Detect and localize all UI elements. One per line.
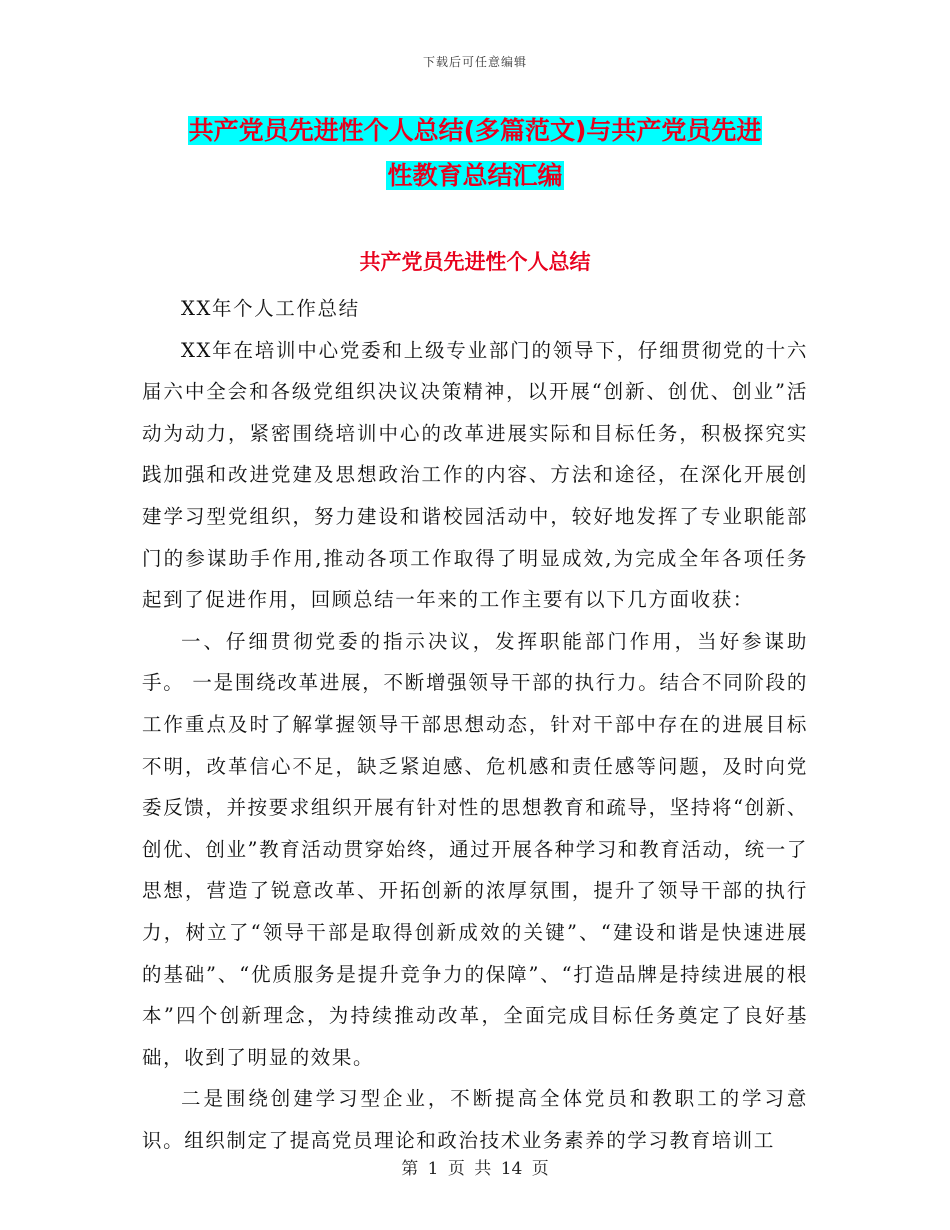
document-body [142, 288, 808, 1161]
document-title-line-2: 性教育总结汇编 [387, 161, 563, 190]
paragraph: XX年个人工作总结 [181, 297, 360, 320]
page-number-footer: 第 1 页 共 14 页 [401, 1159, 549, 1179]
section-title: 共产党员先进性个人总结 [359, 250, 591, 274]
paragraph: 二是围绕创建学习型企业，不断提高全体党员和教职工的学习意识。组织制定了提高党员理论和政治技术业务素养的学习教育培训工 [142, 1087, 808, 1152]
paragraph: 一、仔细贯彻党委的指示决议，发挥职能部门作用，当好参谋助手。 一是围绕改革进展，不断增强领导干部的执行力。结合不同阶段的工作重点及时了解掌握领导干部思想动态，针对干部中存在的进展目标不明，改革信心不足，缺乏紧迫感、危机感和责任感等问题，及时向党委反馈，并按要求组织开展有针对性的思想教育和疏导，坚持将“创新、创优、创业”教育活动贯穿始终，通过开展各种学习和教育活动，统一了思想，营造了锐意改革、开拓创新的浓厚氛围，提升了领导干部的执行力，树立了“领导干部是取得创新成效的关键”、“建设和谐是快速进展的基础”、“优质服务是提升竞争力的保障”、“打造品牌是持续进展的根本”四个创新理念，为持续推动改革，全面完成目标任务奠定了良好基础，收到了明显的效果。 [142, 629, 808, 1069]
paragraph: XX年在培训中心党委和上级专业部门的领导下，仔细贯彻党的十六届六中全会和各级党组织决议决策精神，以开展“创新、创优、创业”活动为动力，紧密围绕培训中心的改革进展实际和目标任务，积极探究实践加强和改进党建及思想政治工作的内容、方法和途径，在深化开展创建学习型党组织，努力建设和谐校园活动中，较好地发挥了专业职能部门的参谋助手作用,推动各项工作取得了明显成效,为完成全年各项任务起到了促进作用，回顾总结一年来的工作主要有以下几方面收获： [142, 338, 808, 612]
document-title [140, 108, 810, 198]
document-title-line-1: 共产党员先进性个人总结(多篇范文)与共产党员先进 [188, 116, 762, 145]
page-header-note: 下载后可任意编辑 [422, 55, 527, 69]
